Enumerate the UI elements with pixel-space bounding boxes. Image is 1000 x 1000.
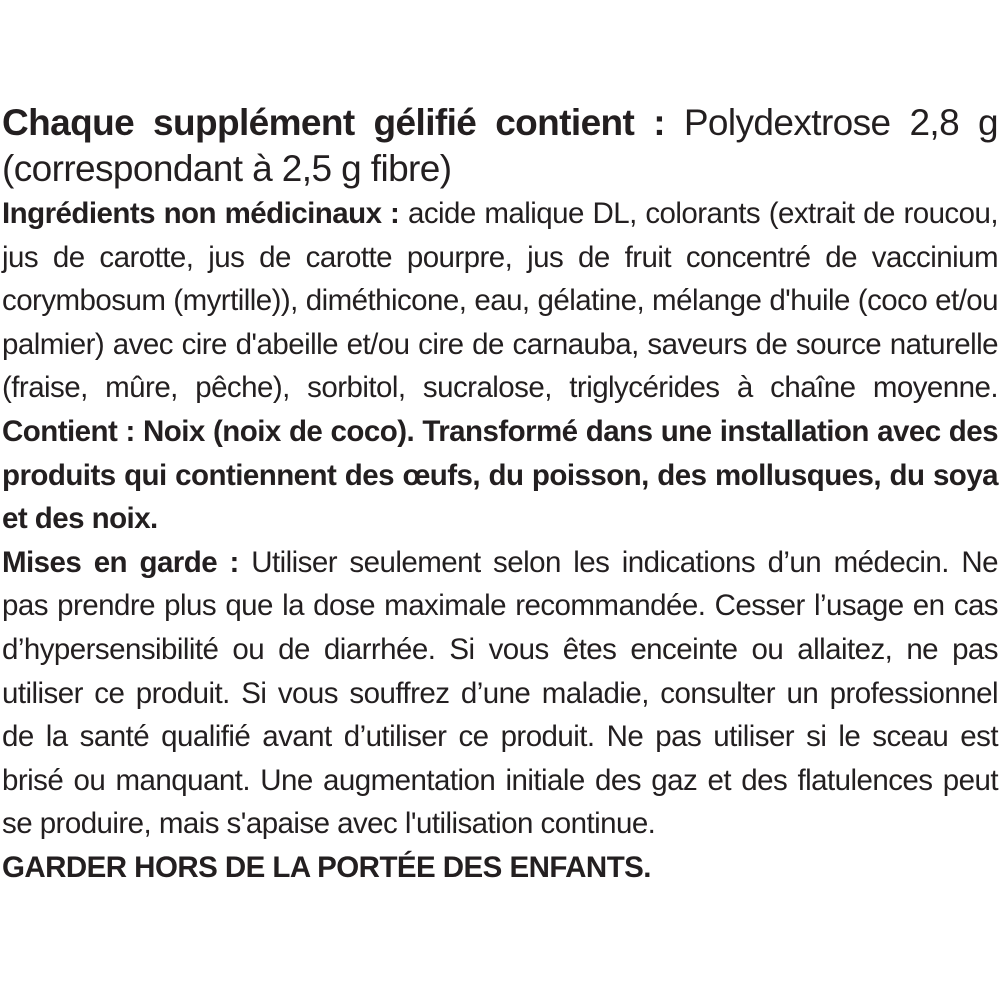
- keep-out-of-reach-statement: GARDER HORS DE LA PORTÉE DES ENFANTS.: [2, 850, 651, 884]
- medicinal-ingredient-text: Polydextrose 2,8 g (correspondant à 2,5 g fibre): [2, 102, 998, 189]
- keep-out-of-reach-paragraph: [2, 846, 998, 890]
- non-medicinal-ingredients-text: acide malique DL, colorants (extrait de roucou, jus de carotte, jus de carotte pourpre, jus de fruit concentré de vaccinium corymbosum (myrtille)), diméthicone, eau, gélatine, mélange d'huile (coco et/ou palmier) avec cire d'abeille et/ou cire de carnauba, saveurs de source naturelle (fraise, mûre, pêche), sorbitol, sucralose, triglycérides à chaîne moyenne.: [2, 197, 998, 405]
- allergen-statement: Contient : Noix (noix de coco). Transformé dans une installation avec des produits qui contiennent des œufs, du poisson, des mollusques, du soya et des noix.: [2, 414, 998, 536]
- medicinal-ingredient-heading: Chaque supplément gélifié contient :: [2, 102, 665, 143]
- non-medicinal-ingredients-paragraph: [2, 192, 998, 541]
- warnings-heading: Mises en garde :: [2, 545, 239, 579]
- warnings-text: Utiliser seulement selon les indications d’un médecin. Ne pas prendre plus que la dose maximale recommandée. Cesser l’usage en cas d’hypersensibilité ou de diarrhée. Si vous êtes enceinte ou allaitez, ne pas utiliser ce produit. Si vous souffrez d’une maladie, consulter un professionnel de la santé qualifié avant d’utiliser ce produit. Ne pas utiliser si le sceau est brisé ou manquant. Une augmentation initiale des gaz et des flatulences peut se produire, mais s'apaise avec l'utilisation continue.: [2, 545, 998, 841]
- non-medicinal-ingredients-heading: Ingrédients non médicinaux :: [2, 197, 400, 230]
- medicinal-ingredient-paragraph: [2, 100, 998, 192]
- supplement-label-text: [2, 100, 998, 890]
- warnings-paragraph: [2, 541, 998, 846]
